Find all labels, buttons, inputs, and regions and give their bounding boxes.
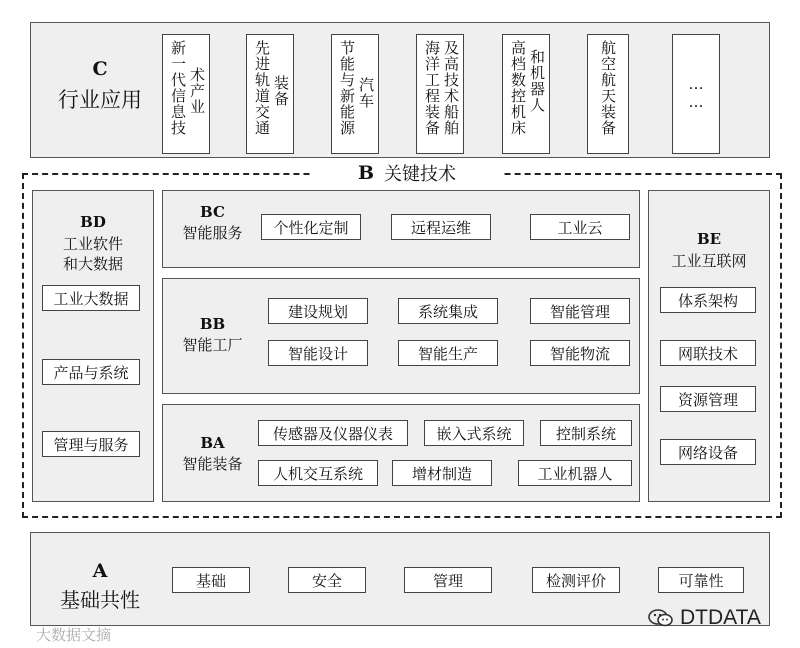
a-item: 可靠性 xyxy=(658,567,744,593)
c-item-7: …… xyxy=(672,34,720,154)
bb-code: BB xyxy=(199,315,226,333)
ba-item: 嵌入式系统 xyxy=(424,420,524,446)
bd-code: BD xyxy=(80,213,106,231)
bb-item: 智能物流 xyxy=(530,340,630,366)
be-item: 网联技术 xyxy=(660,340,756,366)
bb-item: 智能生产 xyxy=(398,340,498,366)
be-item: 网络设备 xyxy=(660,439,756,465)
bc-item: 个性化定制 xyxy=(261,214,361,240)
bb-item: 智能管理 xyxy=(530,298,630,324)
ba-item: 工业机器人 xyxy=(518,460,632,486)
a-item: 检测评价 xyxy=(532,567,620,593)
bb-title: 智能工厂 xyxy=(182,336,243,354)
ba-item: 增材制造 xyxy=(392,460,492,486)
layer-a-code: A xyxy=(92,560,108,582)
ba-title: 智能装备 xyxy=(182,455,243,473)
bd-item: 产品与系统 xyxy=(42,359,140,385)
layer-a-title: 基础共性 xyxy=(60,588,140,612)
a-item: 基础 xyxy=(172,567,250,593)
bb-item: 系统集成 xyxy=(398,298,498,324)
layer-c-title: 行业应用 xyxy=(58,88,142,112)
c-item-5: 高档数控机床 和机器人 xyxy=(502,34,550,154)
watermark-left: 大数据文摘 xyxy=(36,626,112,644)
bc-item: 工业云 xyxy=(530,214,630,240)
bb-item: 建设规划 xyxy=(268,298,368,324)
bb-item: 智能设计 xyxy=(268,340,368,366)
bc-code: BC xyxy=(200,203,225,221)
ba-item: 传感器及仪器仪表 xyxy=(258,420,408,446)
bd-title-line2: 和大数据 xyxy=(62,255,123,273)
c-item-1: 新一代信息技 术产业 xyxy=(162,34,210,154)
c-item-6: 航空航天装备 xyxy=(587,34,629,154)
c-item-2: 先进轨道交通 装备 xyxy=(246,34,294,154)
a-item: 管理 xyxy=(404,567,492,593)
bc-title: 智能服务 xyxy=(182,224,243,242)
bc-item: 远程运维 xyxy=(391,214,491,240)
c-item-4: 海洋工程装备 及高技术船舶 xyxy=(416,34,464,154)
wechat-icon xyxy=(648,608,674,628)
ba-item: 控制系统 xyxy=(540,420,632,446)
ba-code: BA xyxy=(200,434,225,452)
be-item: 资源管理 xyxy=(660,386,756,412)
bd-title-line1: 工业软件 xyxy=(62,235,123,253)
bd-item: 工业大数据 xyxy=(42,285,140,311)
ba-item: 人机交互系统 xyxy=(258,460,378,486)
be-code: BE xyxy=(696,230,722,248)
be-item: 体系架构 xyxy=(660,287,756,313)
layer-b-title: B 关键技术 xyxy=(312,159,502,187)
layer-c-code: C xyxy=(92,58,108,80)
a-item: 安全 xyxy=(288,567,366,593)
watermark-right: DTDATA xyxy=(648,606,761,630)
bd-item: 管理与服务 xyxy=(42,431,140,457)
c-item-3: 节能与新能源 汽车 xyxy=(331,34,379,154)
be-title: 工业互联网 xyxy=(671,252,747,270)
